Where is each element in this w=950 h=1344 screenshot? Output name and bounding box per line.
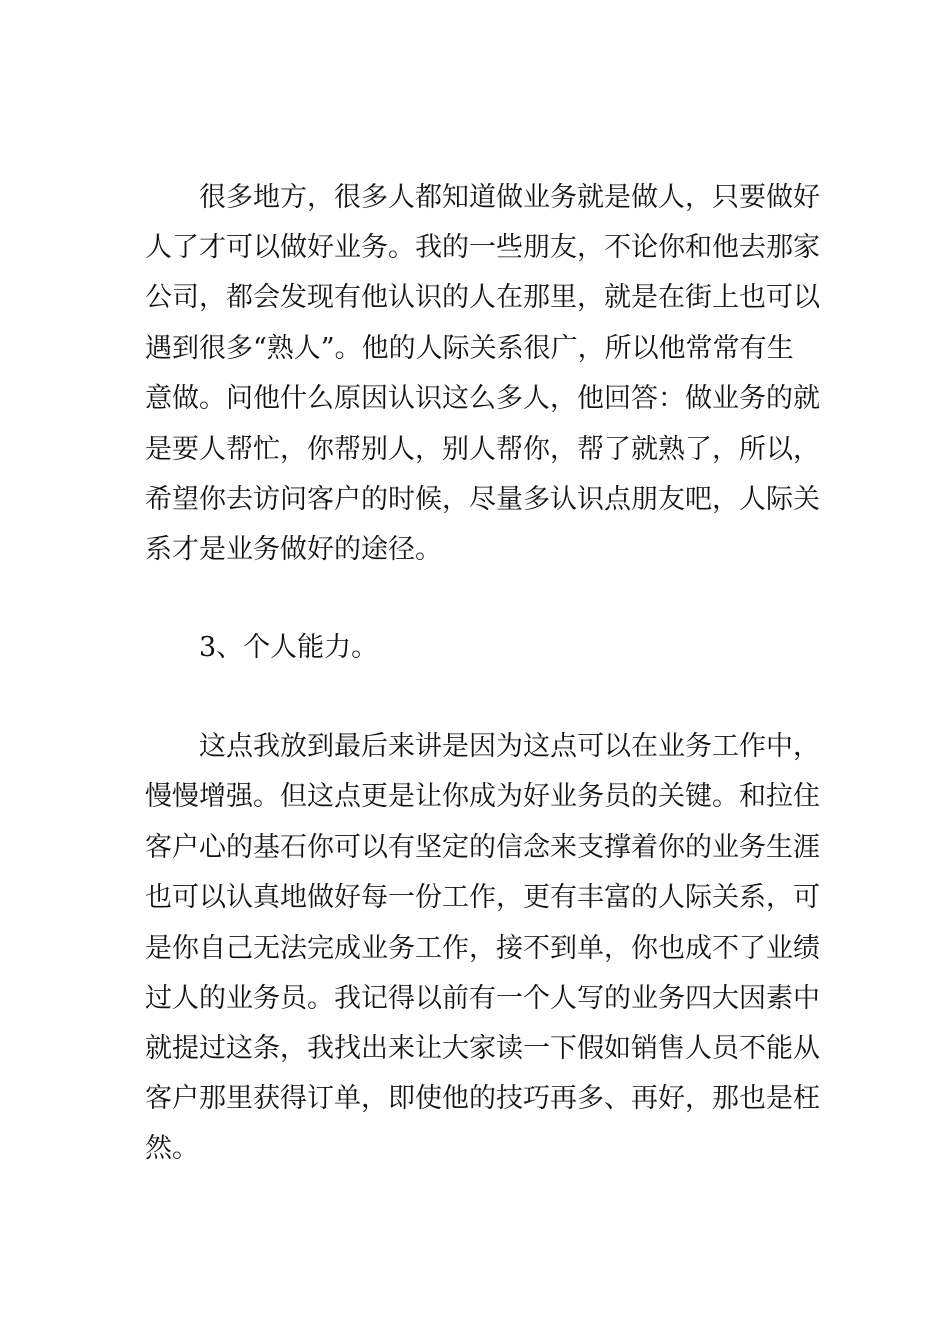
- paragraph-1-line-3: 公司，都会发现有他认识的人在那里，就是在街上也可以: [145, 282, 820, 313]
- paragraph-1-line-7: 希望你去访问客户的时候，尽量多认识点朋友吧，人际关: [145, 484, 820, 515]
- paragraph-3-line-5: 是你自己无法完成业务工作，接不到单，你也成不了业绩: [145, 933, 820, 964]
- paragraph-1-line-4: 遇到很多“熟人”。他的人际关系很广，所以他常常有生: [145, 333, 794, 364]
- paragraph-3-line-6: 过人的业务员。我记得以前有一个人写的业务四大因素中: [145, 983, 820, 1014]
- paragraph-3-line-3: 客户心的基石你可以有坚定的信念来支撑着你的业务生涯: [145, 832, 820, 863]
- paragraph-1-line-2: 人了才可以做好业务。我的一些朋友，不论你和他去那家: [145, 232, 820, 263]
- paragraph-3-line-4: 也可以认真地做好每一份工作，更有丰富的人际关系，可: [145, 882, 820, 913]
- paragraph-3-line-1: 这点我放到最后来讲是因为这点可以在业务工作中，: [145, 731, 820, 762]
- paragraph-1-line-5: 意做。问他什么原因认识这么多人，他回答：做业务的就: [145, 383, 820, 414]
- section-heading-3: 3、个人能力。: [145, 632, 379, 663]
- paragraph-1-line-8: 系才是业务做好的途径。: [145, 534, 442, 565]
- paragraph-3-line-9: 然。: [145, 1133, 199, 1164]
- paragraph-3-line-7: 就提过这条，我找出来让大家读一下假如销售人员不能从: [145, 1033, 820, 1064]
- paragraph-1-line-1: 很多地方，很多人都知道做业务就是做人，只要做好: [145, 182, 820, 213]
- paragraph-3-line-2: 慢慢增强。但这点更是让你成为好业务员的关键。和拉住: [145, 781, 820, 812]
- paragraph-3-line-8: 客户那里获得订单，即使他的技巧再多、再好，那也是枉: [145, 1083, 820, 1114]
- paragraph-1-line-6: 是要人帮忙，你帮别人，别人帮你，帮了就熟了，所以，: [145, 434, 820, 465]
